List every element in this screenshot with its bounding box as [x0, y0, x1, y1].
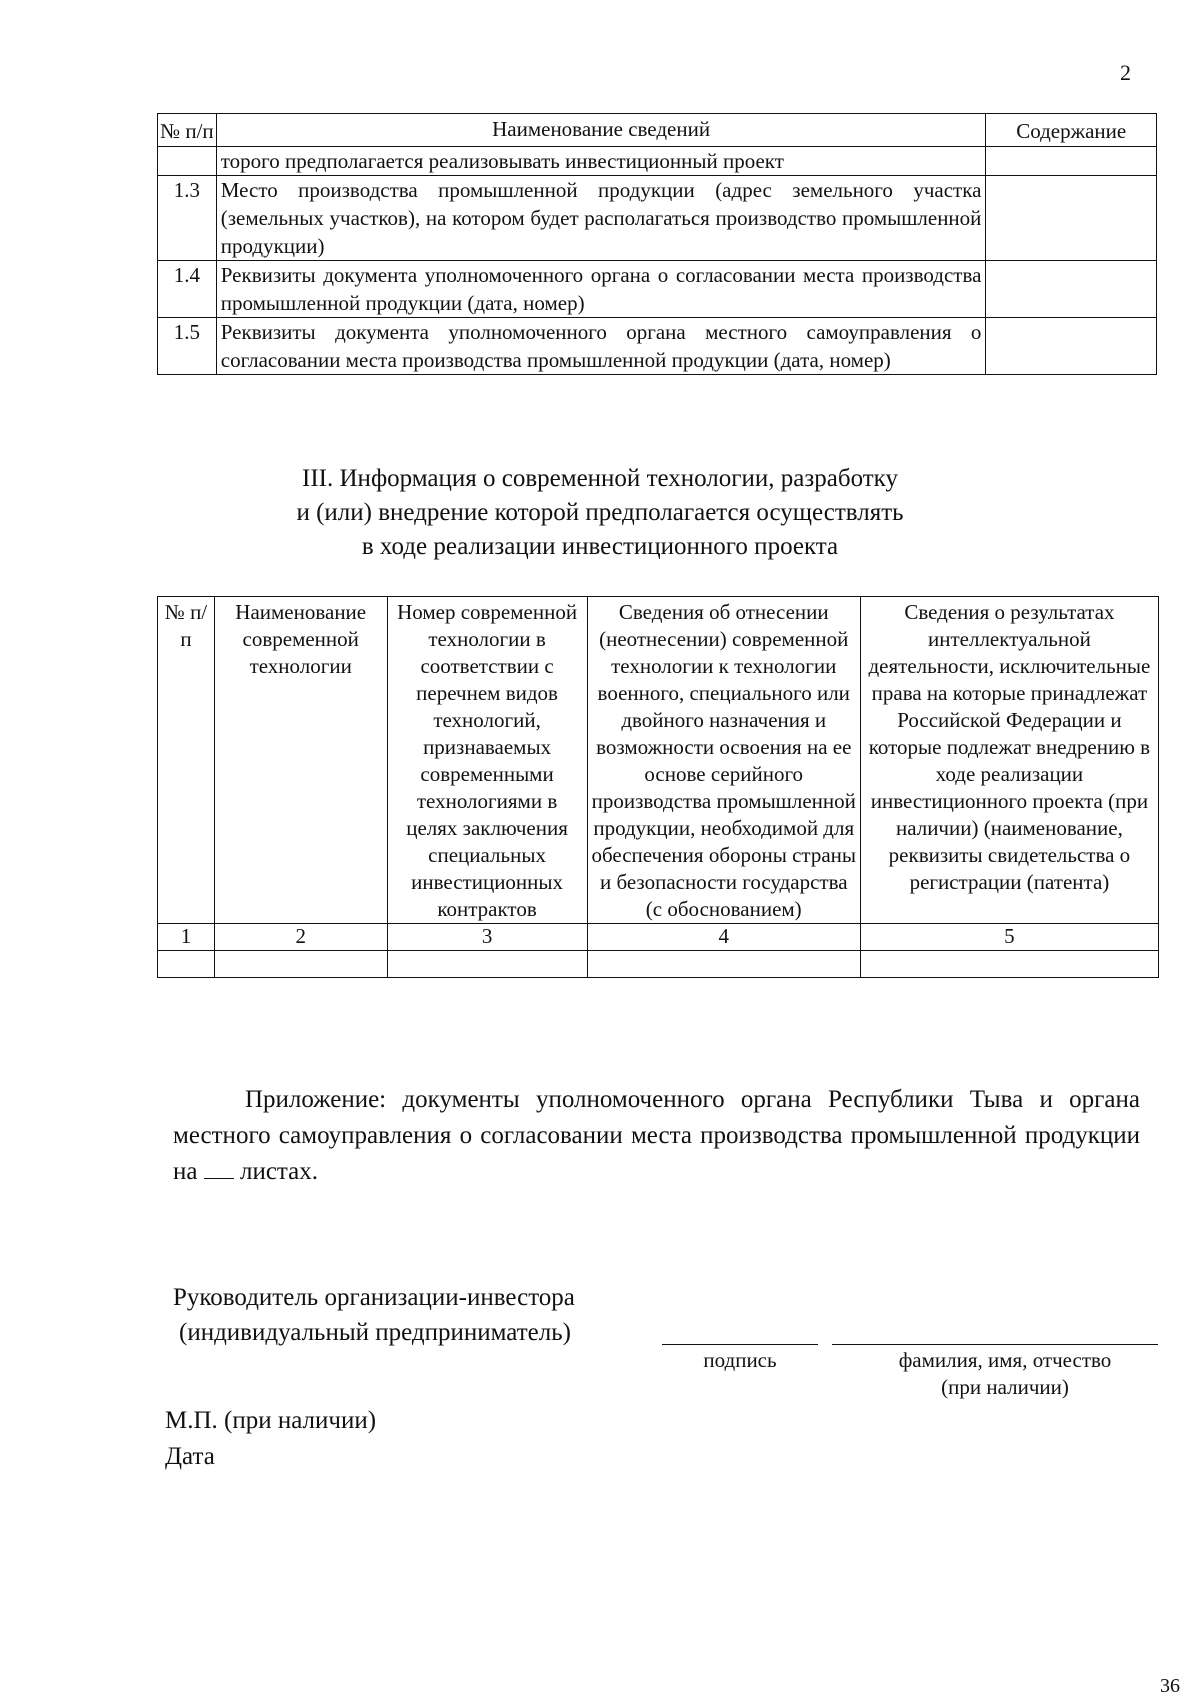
row-content	[986, 176, 1157, 261]
row-name: Место производства промышленной продукции (адрес земельного участка (земельных участков), на котором будет располагаться производство промышленной продукции)	[216, 176, 986, 261]
row-name: Реквизиты документа уполномоченного органа местного самоуправления о согласовании места производства промышленной продукции (дата, номер)	[216, 318, 986, 375]
header-name: Наименование сведений	[216, 114, 986, 147]
signatory-title	[173, 1280, 575, 1350]
name-line	[832, 1344, 1158, 1345]
signature-caption: подпись	[703, 1348, 777, 1372]
empty-cell	[158, 951, 215, 978]
column-number: 4	[587, 924, 860, 951]
table-row	[158, 147, 1157, 176]
technology-table	[157, 596, 1159, 978]
header-cell: Сведения об отнесении (неотнесении) современной технологии к технологии военного, специального или двойного назначения и возможности освоения на ее основе серийного производства промышленной продукции, необходимой для обеспечения обороны страны и безопасности государства (с обоснованием)	[587, 597, 860, 924]
header-cell: Номер современной технологии в соответствии с перечнем видов технологий, признаваемых современными технологиями в целях заключения специальных инвестиционных контрактов	[387, 597, 587, 924]
heading-line: в ходе реализации инвестиционного проекта	[361, 533, 839, 560]
signature-line	[662, 1344, 818, 1345]
table-header-row	[158, 597, 1159, 924]
empty-cell	[214, 951, 387, 978]
section-heading	[200, 462, 1000, 564]
column-number-row	[158, 924, 1159, 951]
page-number: 2	[1120, 60, 1131, 85]
annex-text-end: листах.	[239, 1158, 319, 1185]
empty-cell	[587, 951, 860, 978]
row-num: 1.4	[158, 261, 217, 318]
header-cell: Сведения о результатах интеллектуальной деятельности, исключительные права на которые принадлежат Российской Федерации и которые подлежат внедрению в ходе реализации инвестиционного проекта (при наличии) (наименование, реквизиты свидетельства о регистрации (патента)	[860, 597, 1158, 924]
header-cell: Наименование современной технологии	[214, 597, 387, 924]
row-content	[986, 261, 1157, 318]
info-table	[157, 113, 1157, 375]
name-caption-line: фамилия, имя, отчество	[898, 1348, 1112, 1372]
date-label: Дата	[165, 1443, 215, 1470]
header-content: Содержание	[986, 114, 1157, 147]
signatory-title-line: (индивидуальный предприниматель)	[179, 1319, 571, 1346]
stamp-date-block	[165, 1403, 376, 1475]
empty-cell	[387, 951, 587, 978]
row-num	[158, 147, 217, 176]
signatory-title-line: Руководитель организации-инвестора	[173, 1284, 575, 1311]
row-name: торого предполагается реализовывать инвестиционный проект	[216, 147, 986, 176]
row-num: 1.5	[158, 318, 217, 375]
row-content	[986, 147, 1157, 176]
row-num: 1.3	[158, 176, 217, 261]
stamp-label: М.П. (при наличии)	[165, 1407, 377, 1434]
table-row	[158, 318, 1157, 375]
header-num: № п/п	[158, 114, 217, 147]
empty-cell	[860, 951, 1158, 978]
column-number: 2	[214, 924, 387, 951]
column-number: 5	[860, 924, 1158, 951]
row-content	[986, 318, 1157, 375]
empty-row	[158, 951, 1159, 978]
heading-line: и (или) внедрение которой предполагается осуществлять	[296, 499, 904, 526]
name-caption-line: (при наличии)	[941, 1375, 1069, 1399]
column-number: 3	[387, 924, 587, 951]
heading-line: III. Информация о современной технологии, разработку	[302, 465, 898, 492]
corner-number: 36	[1160, 1675, 1180, 1697]
table-row	[158, 261, 1157, 318]
name-caption	[850, 1347, 1160, 1401]
header-cell: № п/п	[158, 597, 215, 924]
annex-text: Приложение: документы уполномоченного органа Республики Тыва и органа местного самоуправления о согласовании места производства промышленной продукции на	[173, 1086, 1140, 1185]
sheets-count-blank	[204, 1158, 234, 1179]
row-name: Реквизиты документа уполномоченного органа о согласовании места производства промышленной продукции (дата, номер)	[216, 261, 986, 318]
annex-paragraph	[173, 1082, 1140, 1190]
column-number: 1	[158, 924, 215, 951]
table-header-row	[158, 114, 1157, 147]
table-row	[158, 176, 1157, 261]
